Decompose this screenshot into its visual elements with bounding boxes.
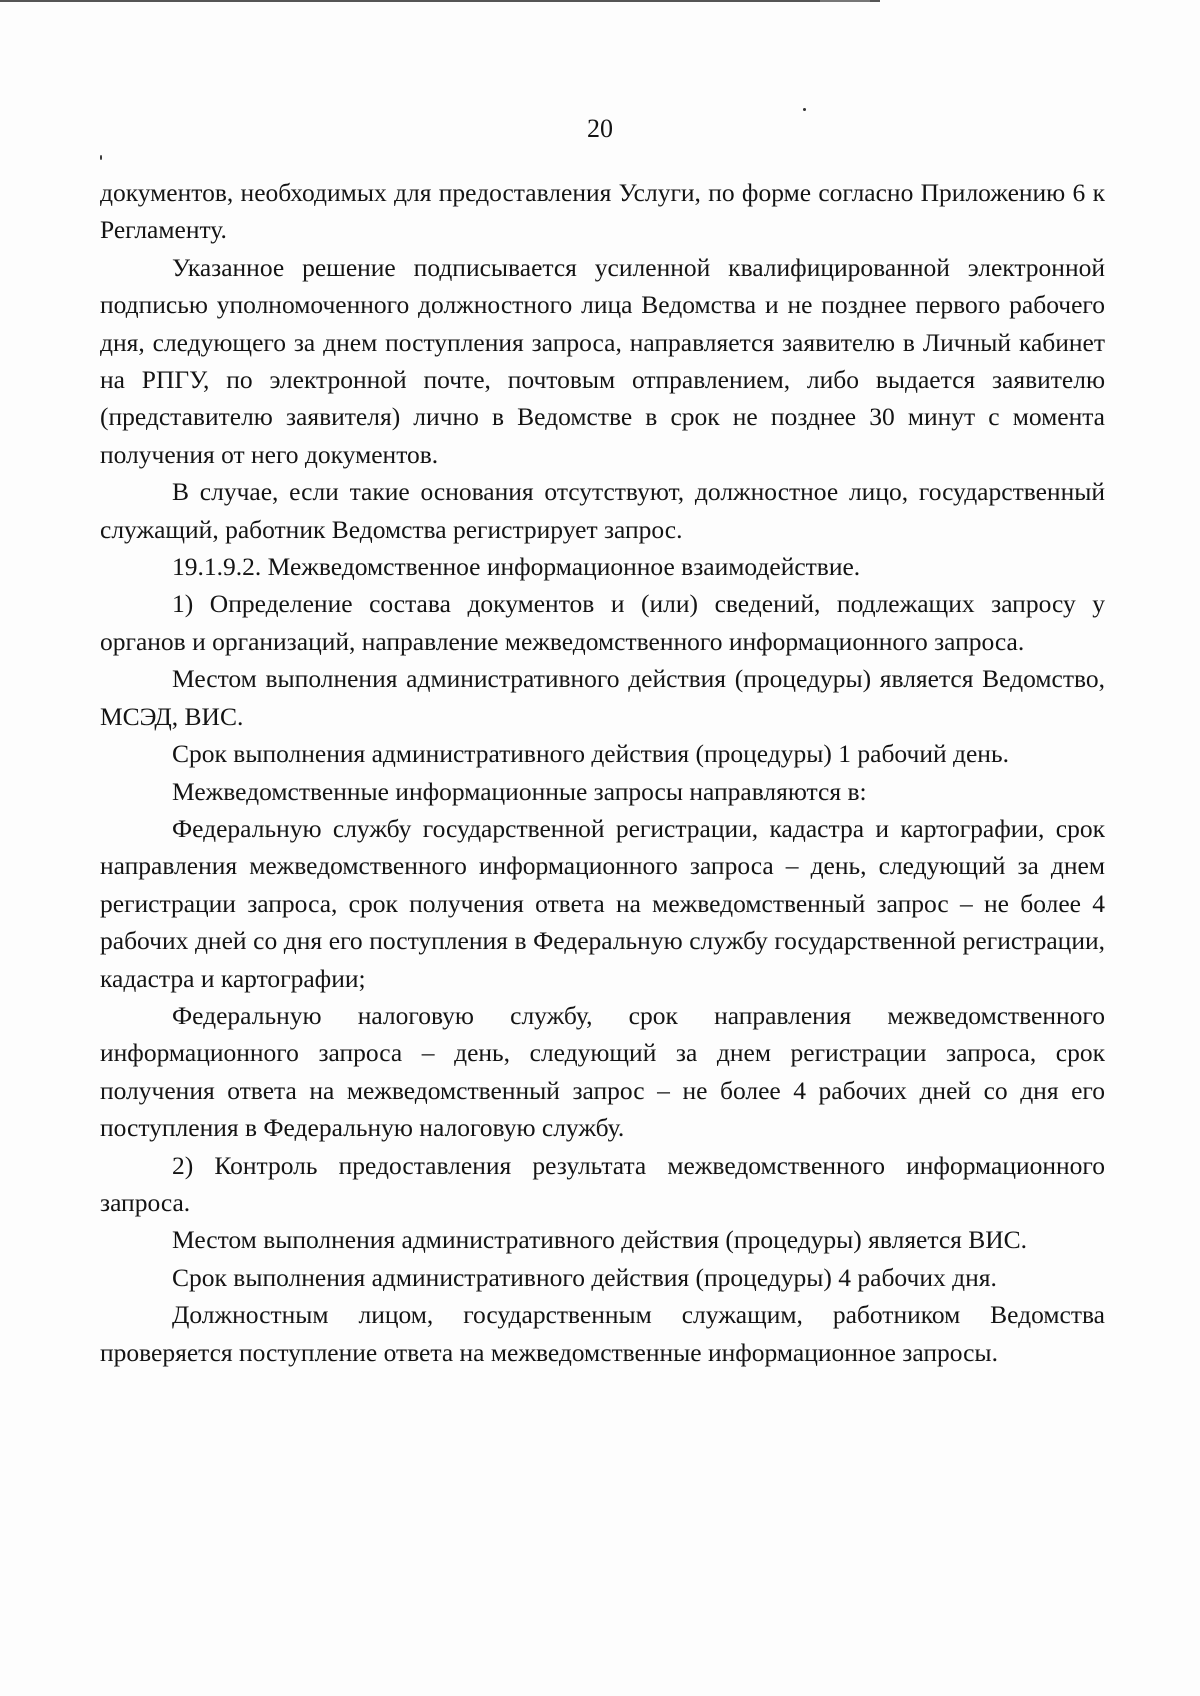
paragraph: Указанное решение подписывается усиленной квалифицированной электронной подписью уполномоченного должностного лица Ведомства и не позднее первого рабочего дня, следующего за днем поступления запроса, направляется заявителю в Личный кабинет на РПГУ, по электронной почте, почтовым отправлением, либо выдается заявителю (представителю заявителя) лично в Ведомстве в срок не позднее 30 минут с момента получения от него документов.	[100, 252, 1105, 469]
paragraph: Срок выполнения административного действия (процедуры) 1 рабочий день.	[172, 739, 1009, 769]
paragraph: Должностным лицом, государственным служащим, работником Ведомства проверяется поступление ответа на межведомственные информационное запросы.	[100, 1300, 1105, 1367]
paragraph: Федеральную налоговую службу, срок направления межведомственного информационного запроса – день, следующий за днем регистрации запроса, срок получения ответа на межведомственный запрос – не более 4 рабочих дней со дня его поступления в Федеральную налоговую службу.	[100, 1000, 1105, 1143]
paragraph: Срок выполнения административного действия (процедуры) 4 рабочих дня.	[172, 1262, 997, 1292]
scan-speck	[803, 108, 806, 111]
paragraph: 1) Определение состава документов и (или) сведений, подлежащих запросу у органов и организаций, направление межведомственного информационного запроса.	[100, 589, 1105, 656]
scan-top-border-fragment	[820, 0, 870, 2]
paragraph: Местом выполнения административного действия (процедуры) является ВИС.	[172, 1225, 1028, 1255]
paragraph: Федеральную службу государственной регистрации, кадастра и картографии, срок направления межведомственного информационного запроса – день, следующий за днем регистрации запроса, срок получения ответа на межведомственный запрос – не более 4 рабочих дней со дня его поступления в Федеральную службу государственной регистрации, кадастра и картографии;	[100, 813, 1105, 993]
paragraph: Местом выполнения административного действия (процедуры) является Ведомство, МСЭД, ВИС.	[100, 664, 1105, 731]
paragraph: документов, необходимых для предоставления Услуги, по форме согласно Приложению 6 к Регламенту.	[100, 178, 1105, 245]
scan-speck	[100, 155, 102, 160]
document-body	[100, 174, 1105, 1371]
page-number: 20	[587, 114, 613, 143]
paragraph: Межведомственные информационные запросы направляются в:	[172, 776, 867, 806]
section-heading: 19.1.9.2. Межведомственное информационное взаимодействие.	[172, 552, 861, 582]
paragraph: В случае, если такие основания отсутствуют, должностное лицо, государственный служащий, работник Ведомства регистрирует запрос.	[100, 477, 1105, 544]
scan-top-border	[0, 0, 880, 2]
paragraph: 2) Контроль предоставления результата межведомственного информационного запроса.	[100, 1150, 1105, 1217]
